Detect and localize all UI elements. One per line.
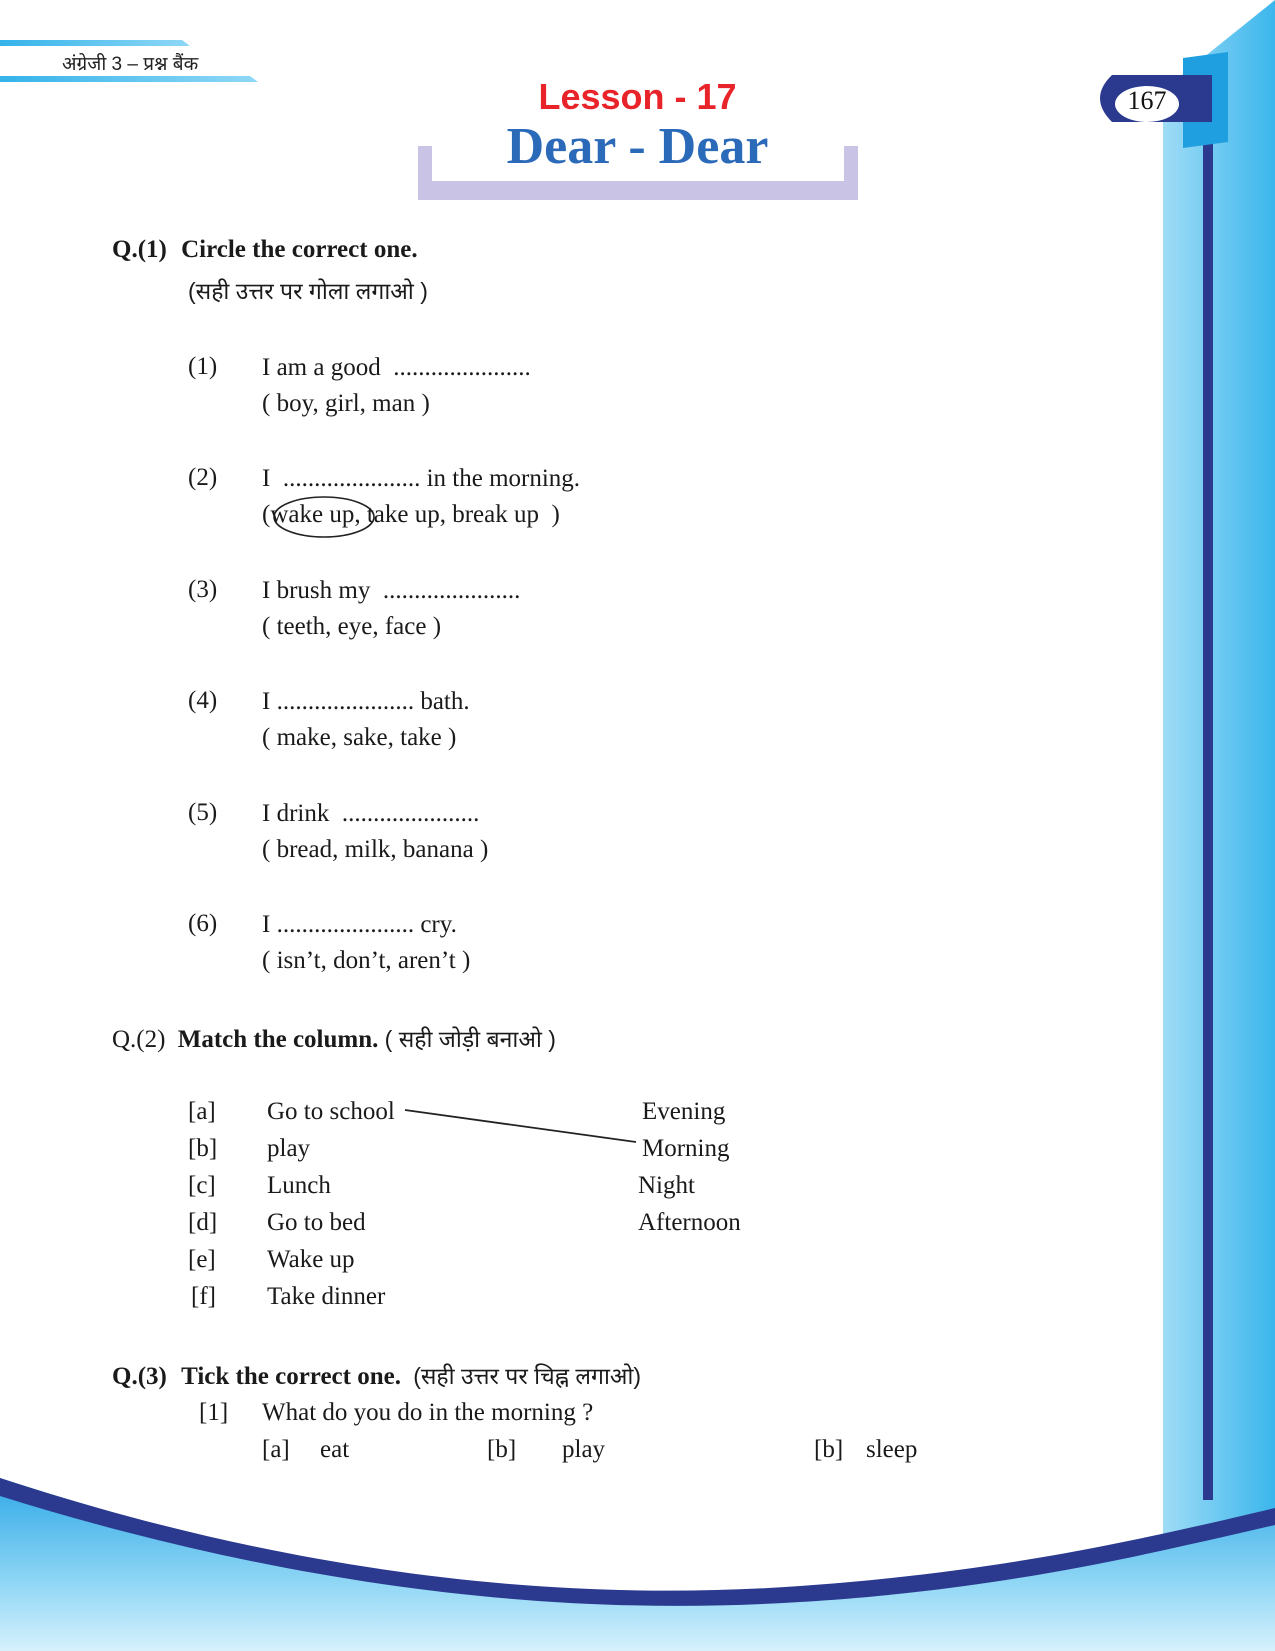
q1-item-6-sentence: I ...................... cry. bbox=[262, 911, 457, 938]
q1-item-2-options bbox=[262, 500, 560, 530]
q1-item-5-options: ( bread, milk, banana ) bbox=[262, 836, 489, 863]
q3-item-1-option-text-1: eat bbox=[320, 1436, 350, 1463]
q1-item-1-sentence: I am a good ...................... bbox=[262, 354, 531, 381]
q2-right-2: Morning bbox=[642, 1135, 730, 1162]
q1-item-3-num: (3) bbox=[188, 576, 218, 603]
q3-item-1-option-key-1: [a] bbox=[262, 1436, 290, 1463]
q3-item-1-option-key-3: [b] bbox=[814, 1436, 844, 1463]
q1-instruction-hindi: (सही उत्तर पर गोला लगाओ ) bbox=[188, 278, 428, 304]
q2-instruction-hindi: ( सही जोड़ी बनाओ ) bbox=[384, 1026, 556, 1052]
q2-left-key-a: [a] bbox=[188, 1098, 216, 1125]
q2-left-key-e: [e] bbox=[188, 1246, 216, 1273]
q1-item-4-num: (4) bbox=[188, 687, 218, 714]
q3-item-1-question: What do you do in the morning ? bbox=[262, 1399, 594, 1426]
q2-instruction: Match the column. bbox=[177, 1026, 379, 1053]
q3-item-1-option-text-2: play bbox=[562, 1436, 606, 1463]
q1-heading bbox=[112, 236, 418, 264]
right-side-panel bbox=[1163, 0, 1275, 1651]
q2-left-text-d: Go to bed bbox=[267, 1209, 366, 1236]
q3-item-1-num: [1] bbox=[199, 1399, 229, 1426]
right-navy-line bbox=[1203, 60, 1213, 1500]
lesson-number: Lesson - 17 bbox=[538, 76, 737, 117]
q1-item-5-num: (5) bbox=[188, 799, 218, 826]
bottom-wave bbox=[0, 1478, 1275, 1651]
q1-item-4-options: ( make, sake, take ) bbox=[262, 724, 457, 751]
book-label: अंग्रेजी 3 – प्रश्न बैंक bbox=[62, 54, 199, 75]
q1-item-2-sentence: I ...................... in the morning. bbox=[262, 465, 581, 492]
q1-item-4-sentence: I ...................... bath. bbox=[262, 688, 470, 715]
page-number: 167 bbox=[1127, 86, 1167, 115]
q2-left-text-f: Take dinner bbox=[267, 1283, 386, 1310]
q1-item-6-options: ( isn’t, don’t, aren’t ) bbox=[262, 947, 471, 974]
q2-left-key-d: [d] bbox=[188, 1209, 218, 1236]
q1-label: Q.(1) bbox=[112, 236, 167, 263]
q2-left-text-b: play bbox=[267, 1135, 311, 1162]
q2-right-4: Afternoon bbox=[638, 1209, 741, 1236]
q1-item-3-sentence: I brush my ...................... bbox=[262, 577, 521, 604]
q2-right-1: Evening bbox=[642, 1098, 726, 1125]
q2-label: Q.(2) bbox=[112, 1026, 166, 1053]
q3-label: Q.(3) bbox=[112, 1363, 167, 1390]
q1-item-3-options: ( teeth, eye, face ) bbox=[262, 613, 442, 640]
q3-instruction-hindi: (सही उत्तर पर चिह्न लगाओ) bbox=[413, 1363, 642, 1389]
q2-left-text-e: Wake up bbox=[267, 1246, 355, 1273]
q1-item-5-sentence: I drink ...................... bbox=[262, 800, 480, 827]
q1-item-1-num: (1) bbox=[188, 353, 218, 380]
q3-instruction: Tick the correct one. bbox=[181, 1363, 401, 1390]
q2-left-key-c: [c] bbox=[188, 1172, 216, 1199]
match-line bbox=[405, 1110, 636, 1142]
q2-left-key-b: [b] bbox=[188, 1135, 218, 1162]
q2-left-key-f: [f] bbox=[191, 1283, 216, 1310]
q3-heading bbox=[112, 1359, 641, 1391]
q2-left-text-a: Go to school bbox=[267, 1098, 395, 1125]
q2-heading bbox=[112, 1022, 556, 1054]
q1-item-2-rest: , take up, break up ) bbox=[354, 501, 560, 528]
q2-left-text-c: Lunch bbox=[267, 1172, 331, 1199]
q2-right-3: Night bbox=[638, 1172, 695, 1199]
q3-item-1-option-text-3: sleep bbox=[866, 1436, 918, 1463]
q1-item-2-num: (2) bbox=[188, 464, 218, 491]
q1-item-1-options: ( boy, girl, man ) bbox=[262, 390, 430, 417]
lesson-title: Dear - Dear bbox=[506, 118, 769, 175]
q1-item-6-num: (6) bbox=[188, 910, 218, 937]
q1-instruction: Circle the correct one. bbox=[181, 236, 418, 263]
q3-item-1-option-key-2: [b] bbox=[487, 1436, 517, 1463]
q1-item-2-open: ( bbox=[262, 501, 271, 528]
q1-item-2-answer: wake up bbox=[270, 501, 355, 528]
